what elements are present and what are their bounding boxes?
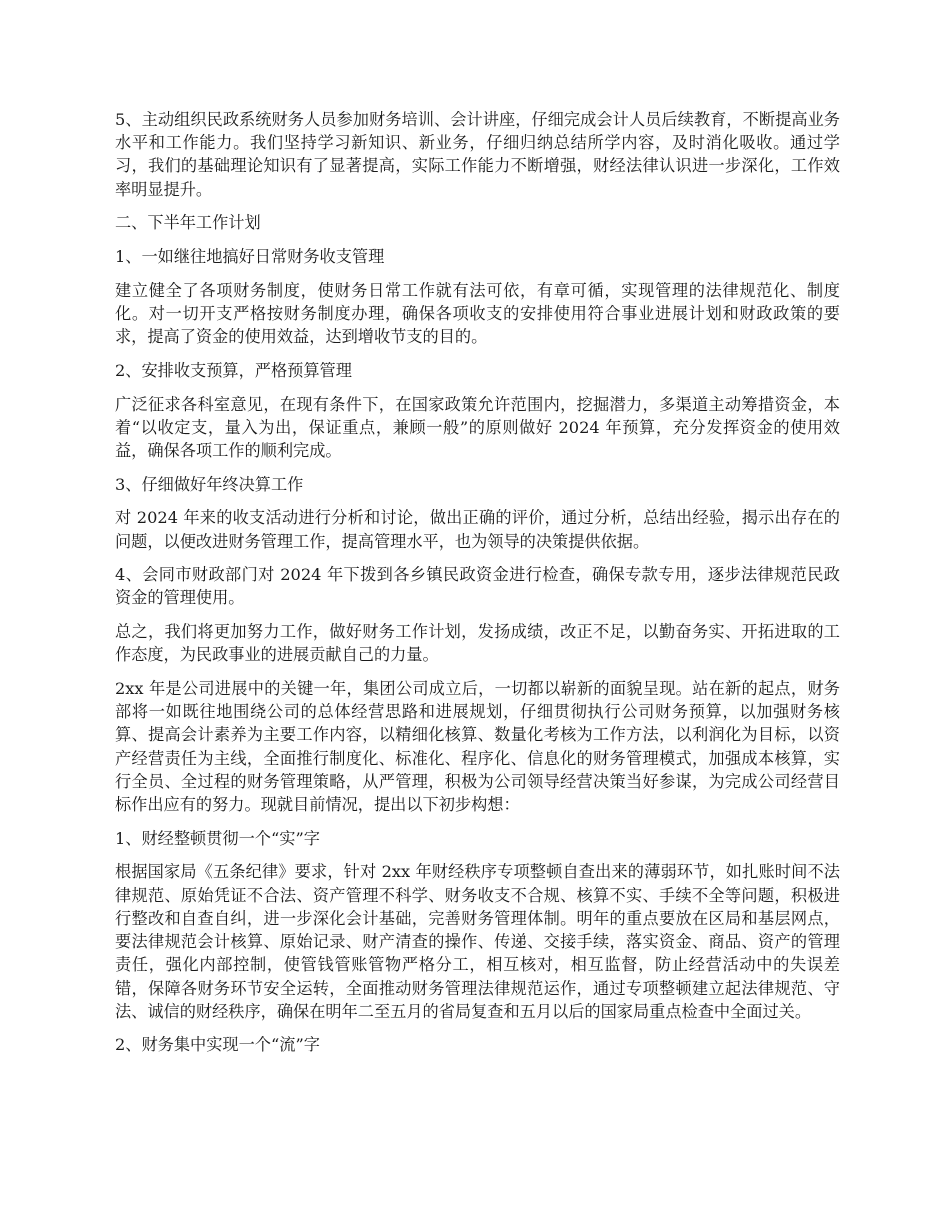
subheading-budget: 2、安排收支预算，严格预算管理 bbox=[115, 360, 352, 380]
document-page bbox=[115, 108, 840, 1067]
paragraph-budget: 广泛征求各科室意见，在现有条件下，在国家政策允许范围内，挖掘潜力，多渠道主动筹措资金，本着“以收定支，量入为出，保证重点，兼顾一般”的原则做好 2024 年预算，充分发挥资金的使用效益，确保各项工作的顺利完成。 bbox=[115, 394, 840, 460]
paragraph-summary: 总之，我们将更加努力工作，做好财务工作计划，发扬成绩，改正不足，以勤奋务实、开拓进取的工作态度，为民政事业的进展贡献自己的力量。 bbox=[115, 622, 840, 665]
subheading-centralization: 2、财务集中实现一个“流”字 bbox=[115, 1035, 320, 1055]
section-heading-second-half-plan: 二、下半年工作计划 bbox=[115, 213, 261, 233]
subheading-year-end: 3、仔细做好年终决算工作 bbox=[115, 474, 304, 494]
paragraph-year-end: 对 2024 年来的收支活动进行分析和讨论，做出正确的评价，通过分析，总结出经验，揭示出存在的问题，以便改进财务管理工作，提高管理水平，也为领导的决策提供依据。 bbox=[115, 508, 840, 551]
paragraph-rectification: 根据国家局《五条纪律》要求，针对 2xx 年财经秩序专项整顿自查出来的薄弱环节，如扎账时间不法律规范、原始凭证不合法、资产管理不科学、财务收支不合规、核算不实、手续不全等问题，积极进行整改和自查自纠，进一步深化会计基础，完善财务管理体制。明年的重点要放在区局和基层网点，要法律规范会计核算、原始记录、财产清查的操作、传递、交接手续，落实资金、商品、资产的管理责任，强化内部控制，使管钱管账管物严格分工，相互核对，相互监督，防止经营活动中的失误差错，保障各财务环节安全运转，全面推动财务管理法律规范运作，通过专项整顿建立起法律规范、守法、诚信的财经秩序，确保在明年二至五月的省局复查和五月以后的国家局重点检查中全面过关。 bbox=[115, 862, 840, 1021]
paragraph-company-plan: 2xx 年是公司进展中的关键一年，集团公司成立后，一切都以崭新的面貌呈现。站在新的起点，财务部将一如既往地围绕公司的总体经营思路和进展规划，仔细贯彻执行公司财务预算，以加强财务核算、提高会计素养为主要工作内容，以精细化核算、数量化考核为工作方法，以利润化为目标，以资产经营责任为主线，全面推行制度化、标准化、程序化、信息化的财务管理模式，加强成本核算，实行全员、全过程的财务管理策略，从严管理，积极为公司领导经营决策当好参谋，为完成公司经营目标作出应有的努力。现就目前情况，提出以下初步构想： bbox=[115, 679, 840, 815]
subheading-daily-management: 1、一如继往地搞好日常财务收支管理 bbox=[115, 247, 385, 267]
paragraph-financial-system: 建立健全了各项财务制度，使财务日常工作就有法可依，有章可循，实现管理的法律规范化、制度化。对一切开支严格按财务制度办理，确保各项收支的安排使用符合事业进展计划和财政政策的要求，提高了资金的使用效益，达到增收节支的目的。 bbox=[115, 280, 840, 347]
paragraph-training: 5、主动组织民政系统财务人员参加财务培训、会计讲座，仔细完成会计人员后续教育，不断提高业务水平和工作能力。我们坚持学习新知识、新业务，仔细归纳总结所学内容，及时消化吸收。通过学习，我们的基础理论知识有了显著提高，实际工作能力不断增强，财经法律认识进一步深化，工作效率明显提升。 bbox=[115, 110, 840, 199]
paragraph-inspection: 4、会同市财政部门对 2024 年下拨到各乡镇民政资金进行检查，确保专款专用，逐步法律规范民政资金的管理使用。 bbox=[115, 565, 840, 608]
subheading-rectification: 1、财经整顿贯彻一个“实”字 bbox=[115, 828, 320, 848]
